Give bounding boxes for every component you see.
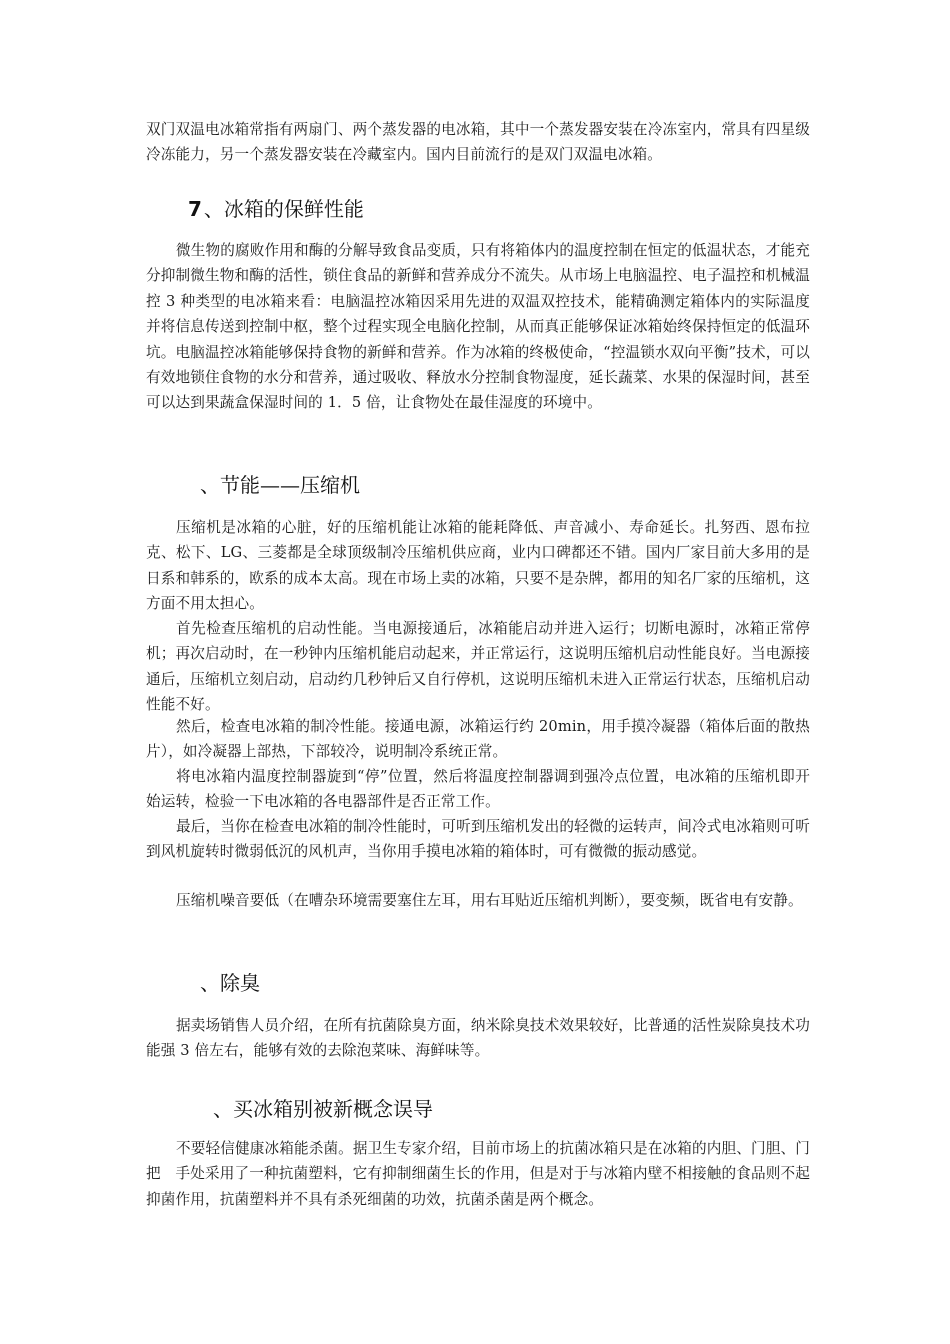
deodor-paragraph: 据卖场销售人员介绍，在所有抗菌除臭方面，纳米除臭技术效果较好，比普通的活性炭除臭技术功能强 3 倍左右，能够有效的去除泡菜味、海鲜味等。: [146, 1017, 810, 1060]
energy-heading: 、节能——压缩机: [200, 473, 360, 497]
freshness-paragraph: 微生物的腐败作用和酶的分解导致食品变质，只有将箱体内的温度控制在恒定的低温状态，才能充分抑制微生物和酶的活性，锁住食品的新鲜和营养成分不流失。从市场上电脑温控、电子温控和机械温控 3 种类型的电冰箱来看：电脑温控冰箱因采用先进的双温双控技术，能精确测定箱体内的实际温度并将信息传送到控制中枢，整个过程实现全电脑化控制，从而真正能够保证冰箱始终保持恒定的低温环坑。电脑温控冰箱能够保持食物的新鲜和营养。作为冰箱的终极使命，“控温锁水双向平衡”技术，可以有效地锁住食物的水分和营养，通过吸收、释放水分控制食物湿度，延长蔬菜、水果的保湿时间，甚至可以达到果蔬盒保湿时间的 1．5 倍，让食物处在最佳湿度的环境中。: [146, 242, 810, 412]
compressor-paragraph-2: 首先检查压缩机的启动性能。当电源接通后，冰箱能启动并进入运行；切断电源时，冰箱正常停机；再次启动时，在一秒钟内压缩机能启动起来，并正常运行，这说明压缩机启动性能良好。当电源接通后，压缩机立刻启动，启动约几秒钟后又自行停机，这说明压缩机未进入正常运行状态，压缩机启动性能不好。: [146, 620, 810, 714]
compressor-paragraph-1: 压缩机是冰箱的心脏，好的压缩机能让冰箱的能耗降低、声音减小、寿命延长。扎努西、恩布拉克、松下、LG、三菱都是全球顶级制冷压缩机供应商，业内口碑都还不错。国内厂家目前大多用的是日系和韩系的，欧系的成本太高。现在市场上卖的冰箱，只要不是杂牌，都用的知名厂家的压缩机，这方面不用太担心。: [146, 519, 810, 613]
deodor-heading: 、除臭: [200, 971, 260, 995]
concept-heading: 、买冰箱别被新概念误导: [213, 1097, 433, 1121]
compressor-paragraph-5: 最后，当你在检查电冰箱的制冷性能时，可听到压缩机发出的轻微的运转声，间冷式电冰箱则可听到风机旋转时微弱低沉的风机声，当你用手摸电冰箱的箱体时，可有微微的振动感觉。: [146, 818, 810, 861]
compressor-paragraph-3: 然后，检查电冰箱的制冷性能。接通电源，冰箱运行约 20min，用手摸冷凝器（箱体后面的散热片），如冷凝器上部热，下部较冷，说明制冷系统正常。: [146, 718, 810, 761]
concept-paragraph: 不要轻信健康冰箱能杀菌。据卫生专家介绍，目前市场上的抗菌冰箱只是在冰箱的内胆、门胆、门把 手处采用了一种抗菌塑料，它有抑制细菌生长的作用，但是对于与冰箱内壁不相接触的食品则不起抑菌作用，抗菌塑料并不具有杀死细菌的功效，抗菌杀菌是两个概念。: [146, 1140, 810, 1208]
compressor-paragraph-4: 将电冰箱内温度控制器旋到“停”位置，然后将温度控制器调到强冷点位置，电冰箱的压缩机即开始运转，检验一下电冰箱的各电器部件是否正常工作。: [146, 768, 810, 811]
compressor-paragraph-6: 压缩机噪音要低（在嘈杂环境需要塞住左耳，用右耳贴近压缩机判断），要变频，既省电有安静。: [176, 892, 803, 909]
intro-paragraph: 双门双温电冰箱常指有两扇门、两个蒸发器的电冰箱，其中一个蒸发器安装在冷冻室内，常具有四星级冷冻能力，另一个蒸发器安装在冷藏室内。国内目前流行的是双门双温电冰箱。: [146, 121, 810, 164]
section-title: 、冰箱的保鲜性能: [203, 197, 364, 221]
section-7-heading: [188, 196, 364, 222]
section-number: 7: [188, 197, 202, 221]
